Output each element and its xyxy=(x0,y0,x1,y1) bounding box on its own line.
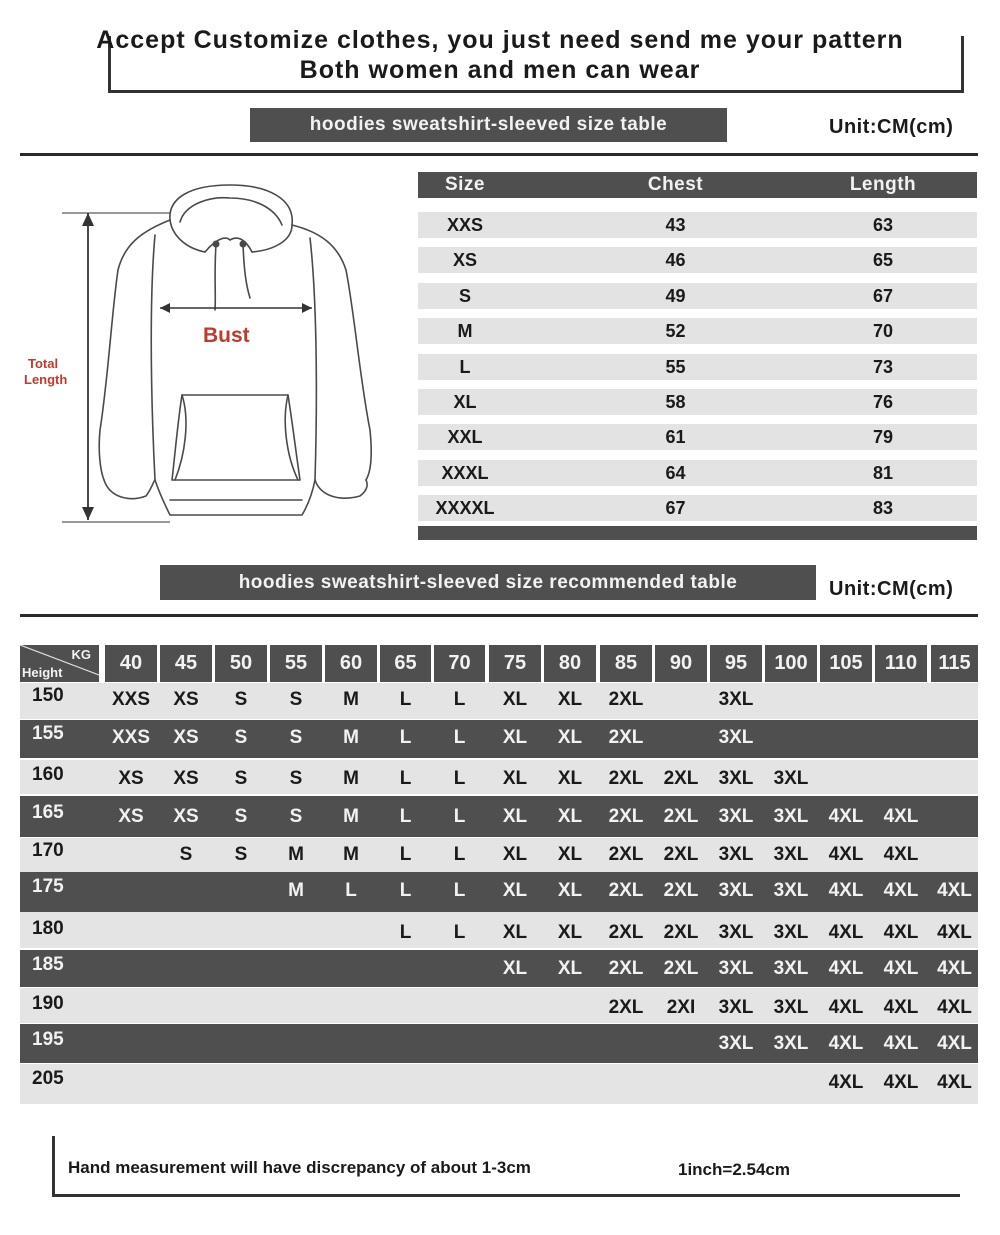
height-cell: 180 xyxy=(32,918,64,939)
size-recommendation-cell: XL xyxy=(557,844,583,865)
size-recommendation-cell: S xyxy=(179,844,193,865)
column-header-size: Size xyxy=(444,174,486,195)
size-recommendation-cell: M xyxy=(288,880,304,901)
size-recommendation-cell: 4XL xyxy=(883,958,919,979)
size-recommendation-cell: XS xyxy=(173,768,199,789)
height-cell: 165 xyxy=(32,802,64,823)
chest-cell: 58 xyxy=(665,392,686,412)
size-recommendation-cell: L xyxy=(399,727,412,748)
size-recommendation-cell: 4XL xyxy=(828,997,864,1018)
size-table-header xyxy=(418,172,977,198)
size-recommendation-cell: 3XL xyxy=(773,806,809,827)
size-recommendation-cell: S xyxy=(234,768,248,789)
size-recommendation-cell: 3XL xyxy=(718,806,754,827)
size-recommendation-cell: 4XL xyxy=(937,958,972,979)
weight-header-cell: 55 xyxy=(270,645,322,682)
size-recommendation-cell: 2XL xyxy=(663,880,699,901)
size-recommendation-cell: 2XL xyxy=(608,768,644,789)
size-recommendation-cell: 4XL xyxy=(883,1072,919,1093)
size-recommendation-cell: 3XL xyxy=(718,689,754,710)
height-cell: 150 xyxy=(32,685,64,706)
measurement-note: Hand measurement will have discrepancy of about 1-3cm xyxy=(68,1158,531,1177)
size-recommendation-cell: S xyxy=(289,689,303,710)
table-row xyxy=(20,950,978,987)
height-cell: 160 xyxy=(32,764,64,785)
length-cell: 65 xyxy=(872,250,894,271)
size-recommendation-cell: 4XL xyxy=(937,922,972,943)
size-recommendation-cell: L xyxy=(453,880,466,901)
size-recommendation-cell: XL xyxy=(557,727,583,748)
size-recommendation-cell: 2XL xyxy=(608,922,644,943)
size-recommendation-cell: 3XL xyxy=(718,844,754,865)
recommended-table-unit: Unit:CM(cm) xyxy=(829,578,954,600)
size-table-row xyxy=(418,212,977,238)
weight-header-cell: 110 xyxy=(875,645,927,682)
divider-line xyxy=(20,153,978,156)
size-recommendation-cell: M xyxy=(343,768,359,789)
weight-header-cell: 80 xyxy=(544,645,596,682)
table-row xyxy=(20,1024,978,1063)
table-row xyxy=(20,912,978,948)
size-recommendation-cell: 3XL xyxy=(718,727,754,748)
size-table-row xyxy=(418,495,977,521)
weight-header-cell: 100 xyxy=(765,645,817,682)
size-recommendation-cell: 2XL xyxy=(608,689,644,710)
size-recommendation-cell: 4XL xyxy=(937,1033,972,1054)
chest-cell: 52 xyxy=(665,321,686,342)
table-row xyxy=(20,720,978,758)
divider-line xyxy=(20,614,978,617)
length-cell: 81 xyxy=(872,462,894,483)
weight-header-cell: 60 xyxy=(325,645,377,682)
size-recommendation-cell: S xyxy=(234,844,248,865)
chest-cell: 61 xyxy=(665,427,686,448)
height-cell: 170 xyxy=(32,840,64,861)
chest-cell: 43 xyxy=(665,215,686,235)
height-cell: 175 xyxy=(32,876,64,897)
size-recommendation-cell: 4XL xyxy=(828,844,864,865)
weight-header-cell: 75 xyxy=(489,645,541,682)
weight-header-cell: 65 xyxy=(380,645,431,682)
size-recommendation-cell: XL xyxy=(557,922,583,943)
size-recommendation-cell: 3XL xyxy=(773,997,809,1018)
length-label-2: Length xyxy=(24,372,68,387)
table-row xyxy=(20,988,978,1023)
corner-height-label: Height xyxy=(22,665,63,680)
table-row xyxy=(20,838,978,872)
size-recommendation-cell: 4XL xyxy=(883,880,919,901)
size-recommendation-cell: L xyxy=(453,689,466,710)
size-table-row xyxy=(418,424,977,450)
size-recommendation-cell: XXS xyxy=(111,689,151,710)
weight-header-cell: 85 xyxy=(600,645,652,682)
length-cell: 63 xyxy=(872,215,894,235)
size-cell: M xyxy=(457,321,473,342)
size-recommendation-cell: 3XL xyxy=(718,768,754,789)
size-recommendation-cell: 2XL xyxy=(608,880,644,901)
size-recommendation-cell: 4XL xyxy=(828,806,864,827)
size-cell: L xyxy=(459,356,471,377)
size-recommendation-cell: XL xyxy=(557,880,583,901)
size-recommendation-cell: L xyxy=(399,768,412,789)
length-label-1: Total xyxy=(28,356,59,371)
size-table-row xyxy=(418,354,977,380)
size-recommendation-cell: XL xyxy=(502,844,528,865)
table-row xyxy=(20,872,978,912)
length-cell: 83 xyxy=(872,498,894,519)
size-recommendation-cell: S xyxy=(289,768,303,789)
length-cell: 73 xyxy=(872,356,894,377)
size-recommendation-cell: XS xyxy=(173,727,199,748)
size-recommendation-cell: S xyxy=(234,689,248,710)
size-recommendation-cell: XXS xyxy=(111,727,151,748)
size-recommendation-cell: 4XL xyxy=(883,922,919,943)
size-recommendation-cell: XL xyxy=(502,727,528,748)
weight-header-cell: 70 xyxy=(434,645,485,682)
height-cell: 155 xyxy=(32,723,64,744)
size-recommendation-cell: XL xyxy=(502,689,528,710)
inch-conversion: 1inch=2.54cm xyxy=(678,1160,790,1179)
height-cell: 190 xyxy=(32,993,64,1014)
size-recommendation-cell: 3XL xyxy=(773,768,809,789)
height-cell: 205 xyxy=(32,1068,64,1089)
size-recommendation-cell: 4XL xyxy=(828,922,864,943)
size-cell: XXL xyxy=(447,427,483,448)
header-line-1: Accept Customize clothes, you just need send me your pattern xyxy=(96,26,904,54)
size-recommendation-cell: 3XL xyxy=(718,880,754,901)
length-cell: 76 xyxy=(872,392,894,412)
size-recommendation-cell: 3XL xyxy=(718,1033,754,1054)
chest-cell: 67 xyxy=(665,498,686,519)
size-recommendation-cell: 4XL xyxy=(937,997,972,1018)
size-cell: XXXL xyxy=(441,462,489,483)
size-recommendation-cell: 2XL xyxy=(663,922,699,943)
size-recommendation-cell: XL xyxy=(502,880,528,901)
size-recommendation-cell: 3XL xyxy=(773,958,809,979)
size-recommendation-cell: 3XL xyxy=(773,1033,809,1054)
size-recommendation-cell: L xyxy=(399,880,412,901)
size-recommendation-cell: 2XL xyxy=(663,806,699,827)
size-recommendation-cell: M xyxy=(343,844,359,865)
weight-header-cell: 40 xyxy=(105,645,157,682)
size-recommendation-cell: XS xyxy=(173,689,199,710)
size-recommendation-cell: 2XL xyxy=(608,958,644,979)
size-recommendation-cell: 2XL xyxy=(608,844,644,865)
size-recommendation-cell: 4XL xyxy=(828,1072,864,1093)
weight-header-cell: 105 xyxy=(820,645,872,682)
weight-header-cell: 50 xyxy=(215,645,267,682)
length-cell: 79 xyxy=(872,427,894,448)
size-cell: XS xyxy=(452,250,477,271)
table-row xyxy=(20,796,978,837)
header-line-2: Both women and men can wear xyxy=(299,56,701,84)
size-recommendation-cell: XL xyxy=(502,922,528,943)
size-recommendation-cell: M xyxy=(343,806,359,827)
height-cell: 185 xyxy=(32,954,64,975)
weight-header-cell: 90 xyxy=(655,645,707,682)
size-recommendation-cell: 4XL xyxy=(937,880,972,901)
size-recommendation-cell: 2XL xyxy=(608,727,644,748)
column-header-length: Length xyxy=(849,174,917,195)
size-recommendation-cell: L xyxy=(399,844,412,865)
recommended-table-title: hoodies sweatshirt-sleeved size recommended table xyxy=(160,565,816,600)
size-recommendation-cell: L xyxy=(453,806,466,827)
size-recommendation-cell: L xyxy=(399,689,412,710)
size-table-row xyxy=(418,389,977,415)
chest-cell: 46 xyxy=(665,250,686,271)
size-recommendation-cell: 3XL xyxy=(773,844,809,865)
chest-cell: 49 xyxy=(665,285,686,306)
size-recommendation-cell: 4XL xyxy=(828,880,864,901)
size-recommendation-cell: 4XL xyxy=(883,844,919,865)
size-table-row xyxy=(418,318,977,344)
table-row xyxy=(20,1064,978,1104)
size-recommendation-cell: S xyxy=(289,727,303,748)
size-table-row xyxy=(418,460,977,486)
size-recommendation-cell: 4XL xyxy=(828,1033,864,1054)
size-recommendation-cell: L xyxy=(453,844,466,865)
size-recommendation-cell: M xyxy=(343,727,359,748)
size-recommendation-cell: M xyxy=(288,844,304,865)
size-recommendation-cell: XS xyxy=(118,806,144,827)
size-recommendation-cell: 2XL xyxy=(663,768,699,789)
size-recommendation-cell: S xyxy=(234,727,248,748)
size-recommendation-cell: XL xyxy=(557,689,583,710)
size-recommendation-cell: 2XL xyxy=(663,844,699,865)
size-recommendation-cell: 3XL xyxy=(718,958,754,979)
size-recommendation-cell: L xyxy=(453,727,466,748)
weight-header-cell: 95 xyxy=(710,645,762,682)
weight-header-cell: 45 xyxy=(160,645,212,682)
size-recommendation-cell: XS xyxy=(118,768,144,789)
size-recommendation-cell: 4XL xyxy=(828,958,864,979)
hoodie-diagram xyxy=(20,180,400,540)
size-cell: S xyxy=(458,285,471,306)
size-recommendation-cell: 3XL xyxy=(718,997,754,1018)
length-cell: 67 xyxy=(872,285,894,306)
size-recommendation-cell: 3XL xyxy=(718,922,754,943)
size-recommendation-cell: 3XL xyxy=(773,922,809,943)
size-recommendation-cell: XL xyxy=(502,768,528,789)
size-recommendation-cell: XL xyxy=(502,958,528,979)
size-recommendation-cell: 2XI xyxy=(666,997,696,1018)
size-recommendation-cell: M xyxy=(343,689,359,710)
size-recommendation-cell: XL xyxy=(502,806,528,827)
size-cell: XL xyxy=(453,392,477,412)
size-recommendation-cell: 4XL xyxy=(937,1072,972,1093)
size-recommendation-cell: S xyxy=(234,806,248,827)
column-header-chest: Chest xyxy=(647,174,704,195)
size-table-row xyxy=(418,247,977,273)
size-recommendation-cell: L xyxy=(399,922,412,943)
size-recommendation-cell: XL xyxy=(557,806,583,827)
table-corner-cell xyxy=(20,645,99,682)
size-recommendation-cell: L xyxy=(453,922,466,943)
size-recommendation-cell: 4XL xyxy=(883,1033,919,1054)
size-recommendation-cell: S xyxy=(289,806,303,827)
table-row xyxy=(20,760,978,794)
corner-kg-label: KG xyxy=(71,647,91,662)
bust-label: Bust xyxy=(203,324,250,347)
chest-cell: 64 xyxy=(665,462,686,483)
length-cell: 70 xyxy=(872,321,894,342)
size-recommendation-cell: 4XL xyxy=(883,997,919,1018)
weight-header-cell: 115 xyxy=(931,645,978,682)
size-recommendation-cell: L xyxy=(453,768,466,789)
size-recommendation-cell: 4XL xyxy=(883,806,919,827)
size-table-unit: Unit:CM(cm) xyxy=(829,116,954,138)
table-row xyxy=(20,683,978,719)
size-recommendation-cell: XL xyxy=(557,958,583,979)
size-recommendation-cell: XL xyxy=(557,768,583,789)
size-recommendation-cell: L xyxy=(399,806,412,827)
size-recommendation-cell: 2XL xyxy=(663,958,699,979)
size-recommendation-cell: 2XL xyxy=(608,806,644,827)
size-cell: XXS xyxy=(446,215,484,235)
size-recommendation-cell: 2XL xyxy=(608,997,644,1018)
size-cell: XXXXL xyxy=(435,498,495,519)
size-recommendation-cell: L xyxy=(345,880,357,901)
chest-cell: 55 xyxy=(665,356,686,377)
size-table-row xyxy=(418,283,977,309)
size-recommendation-cell: XS xyxy=(173,806,199,827)
size-table-footer xyxy=(418,526,977,540)
height-cell: 195 xyxy=(32,1029,64,1050)
size-table-title: hoodies sweatshirt-sleeved size table xyxy=(250,108,727,142)
size-recommendation-cell: 3XL xyxy=(773,880,809,901)
